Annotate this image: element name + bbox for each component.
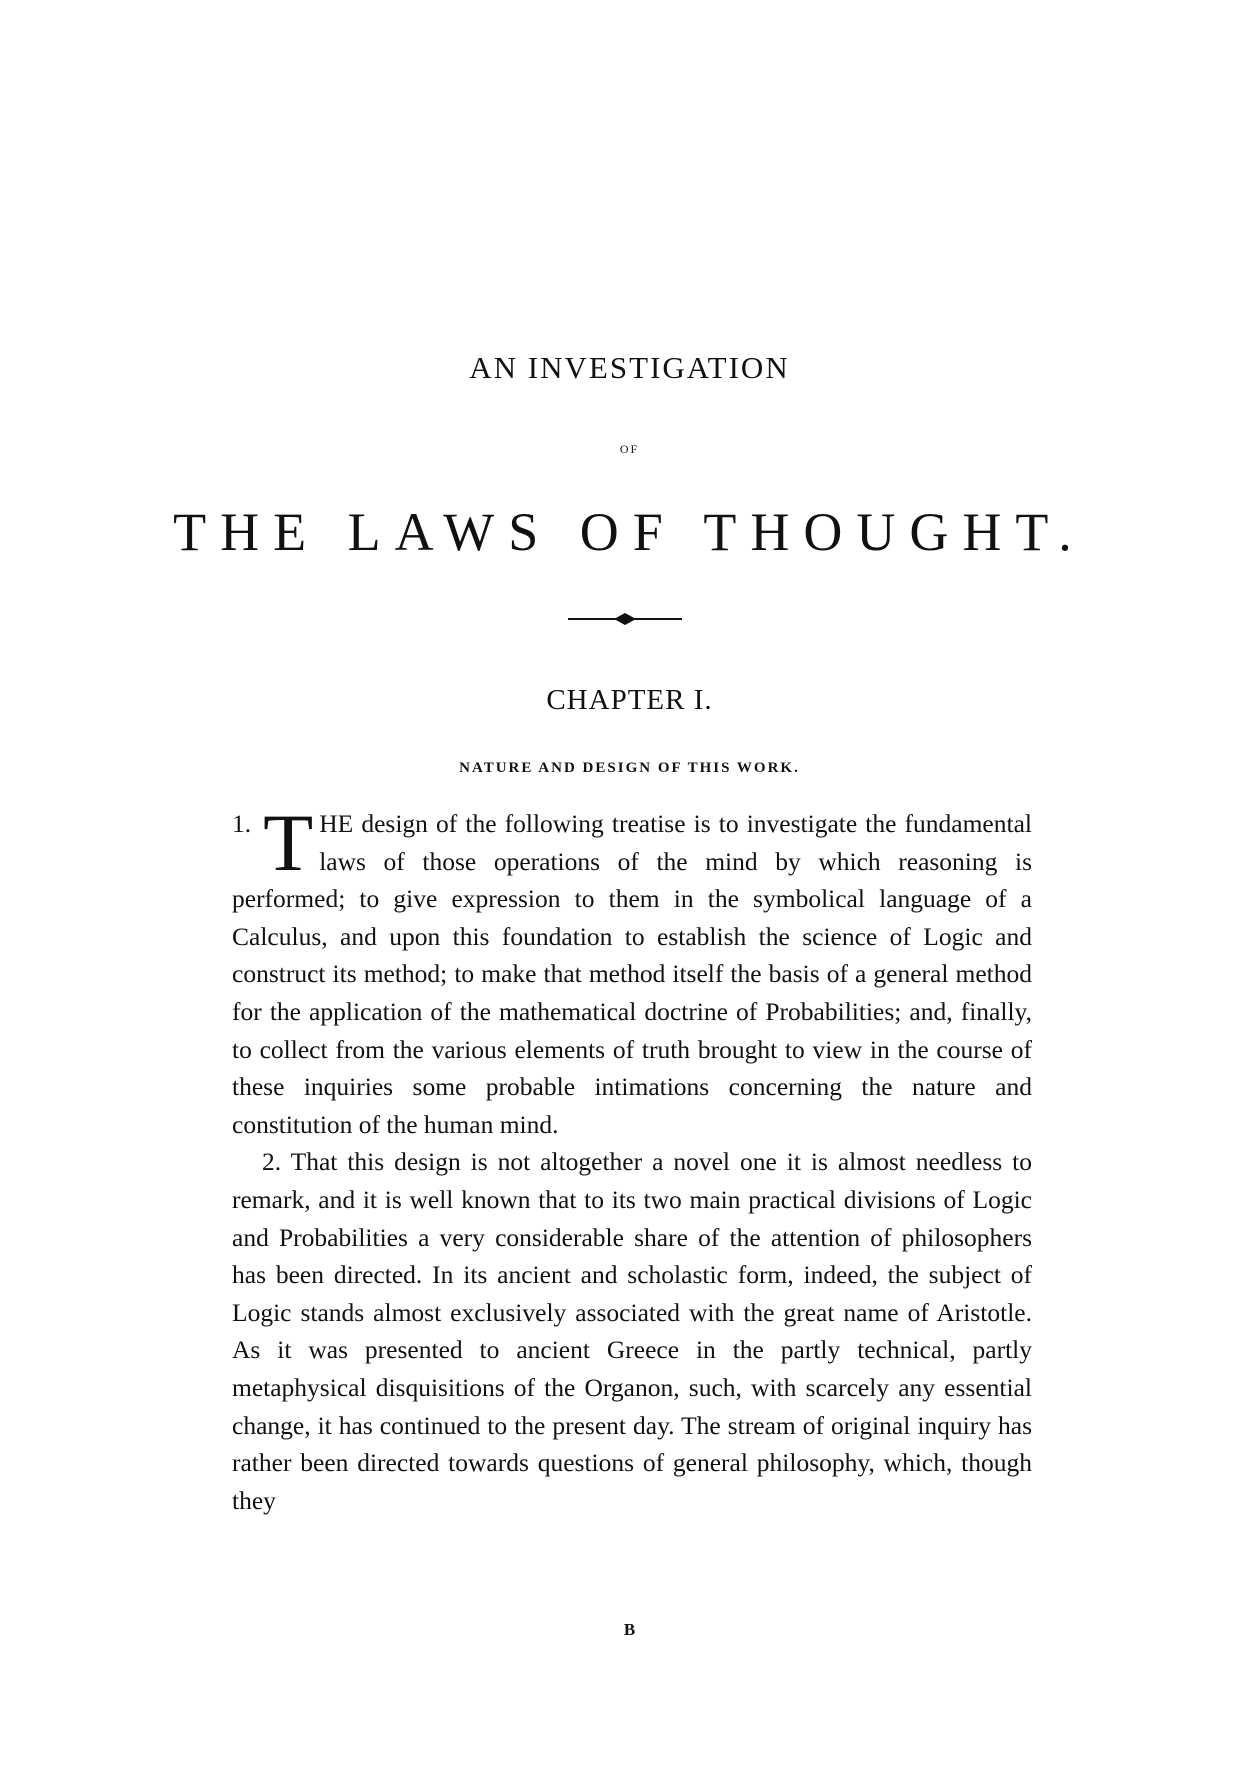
paragraph-1 (232, 797, 1032, 1143)
chapter-heading: CHAPTER I. (546, 684, 713, 716)
drop-cap: T (263, 797, 314, 888)
paragraph-number: 1. (232, 809, 252, 838)
paragraph-2-text: 2. That this design is not altogether a novel one it is almost needless to remark, and it is well known that to its two main practical divisions of Logic and Probabilities a very considerable share of the attention of philosophers has been directed. In its ancient and scholastic form, indeed, the subject of Logic stands almost exclusively associated with the great name of Aristotle. As it was presented to ancient Greece in the partly technical, partly metaphysical disquisitions of the Organon, such, with scarcely any essential change, it has continued to the present day. The stream of original inquiry has rather been directed towards questions of general philosophy, which, though they (232, 1147, 1032, 1515)
paragraph-1-text: HE design of the following treatise is to investigate the fundamental laws of those operations of the mind by which reasoning is performed; to give expression to them in the symbolical language of a Calculus, and upon this foundation to establish the science of Logic and construct its method; to make that method itself the basis of a general method for the application of the mathematical doctrine of Probabilities; and, finally, to collect from the various elements of truth brought to view in the course of these inquiries some probable intimations concerning the nature and constitution of the human mind. (232, 809, 1032, 1139)
page-title: THE LAWS OF THOUGHT. (173, 502, 1086, 562)
title-connector: OF (619, 442, 640, 456)
rule-ornament-icon (568, 612, 682, 626)
signature-mark: B (623, 1620, 636, 1639)
supertitle: AN INVESTIGATION (469, 350, 790, 385)
body-text (232, 797, 1032, 1519)
chapter-subheading: NATURE AND DESIGN OF THIS WORK. (459, 760, 800, 776)
paragraph-2 (232, 1143, 1032, 1519)
